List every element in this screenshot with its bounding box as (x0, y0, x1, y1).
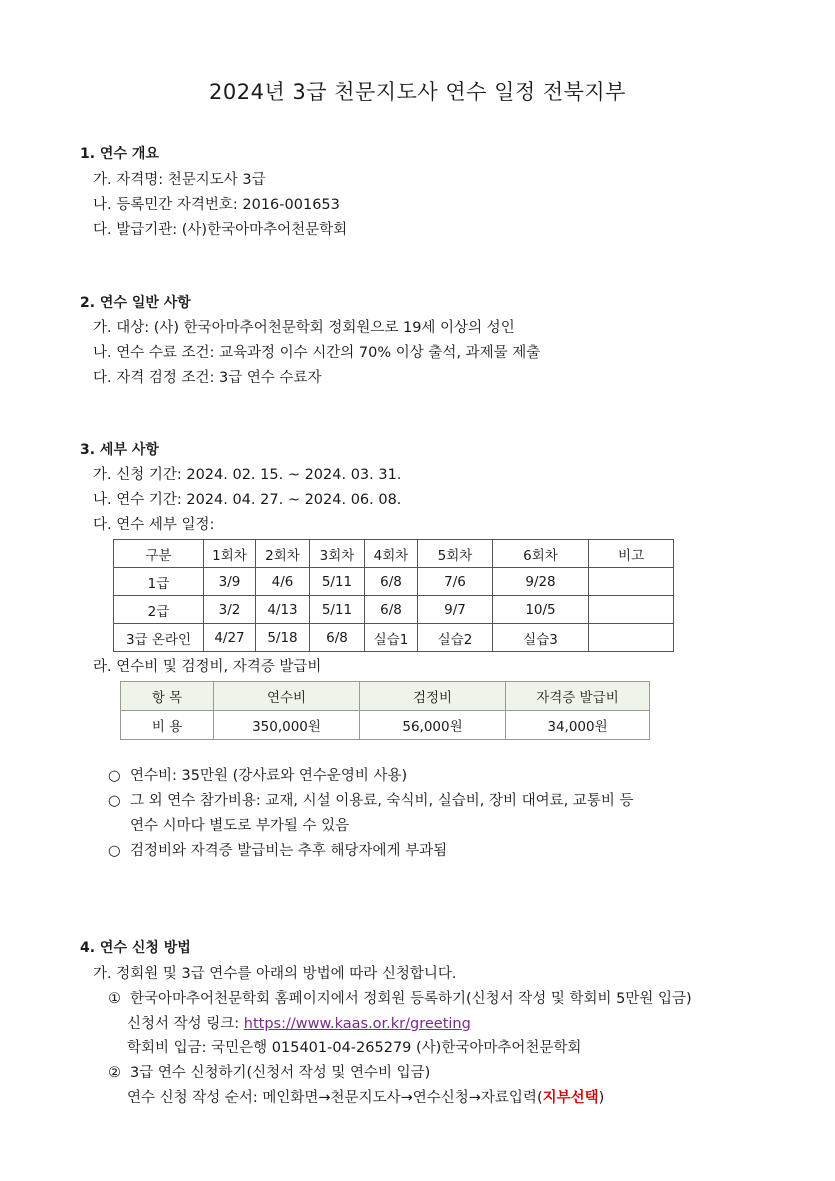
order-suffix: ) (598, 1090, 605, 1106)
table-cell: 3/2 (204, 596, 256, 624)
table-cell: 2급 (114, 596, 204, 624)
schedule-header-cell: 2회차 (256, 540, 310, 568)
note-text: 연수비: 35만원 (강사료와 연수운영비 사용) (130, 768, 408, 784)
greeting-link[interactable]: https://www.kaas.or.kr/greeting (243, 1016, 471, 1032)
step-2 (108, 1061, 430, 1082)
table-cell: 4/27 (204, 624, 256, 652)
table-row (114, 624, 674, 652)
table-cell: 실습1 (365, 624, 418, 652)
table-cell: 4/6 (256, 568, 310, 596)
table-cell (589, 568, 674, 596)
table-row (114, 568, 674, 596)
order-prefix: 연수 신청 작성 순서: 메인화면→천문지도사→연수신청→자료입력( (127, 1090, 543, 1106)
section-4-heading: 4. 연수 신청 방법 (80, 940, 191, 956)
table-cell: 4/13 (256, 596, 310, 624)
fee-header-cell: 검정비 (360, 682, 506, 711)
section-1-heading: 1. 연수 개요 (80, 146, 159, 162)
fee-table (120, 681, 650, 740)
table-cell: 6/8 (310, 624, 365, 652)
circle-bullet-icon: ○ (108, 793, 121, 809)
sec2-item: 가. 대상: (사) 한국아마추어천문학회 정회원으로 19세 이상의 성인 (93, 320, 515, 336)
sec3-item: 나. 연수 기간: 2024. 04. 27. ~ 2024. 06. 08. (93, 492, 402, 508)
sec1-item: 다. 발급기관: (사)한국아마추어천문학회 (93, 222, 348, 238)
circle-bullet-icon: ○ (108, 768, 121, 784)
sec1-item: 가. 자격명: 천문지도사 3급 (93, 172, 266, 188)
table-cell: 34,000원 (506, 711, 650, 740)
note-text: 검정비와 자격증 발급비는 추후 해당자에게 부과됨 (130, 843, 448, 859)
table-cell: 10/5 (493, 596, 589, 624)
bank-info: 학회비 입금: 국민은행 015401-04-265279 (사)한국아마추어천문학회 (127, 1040, 582, 1056)
sec4-intro: 가. 정회원 및 3급 연수를 아래의 방법에 따라 신청합니다. (93, 966, 457, 982)
step-1-text: 한국아마추어천문학회 홈페이지에서 정회원 등록하기(신청서 작성 및 학회비 5만원 입금) (130, 991, 692, 1007)
table-cell: 3급 온라인 (114, 624, 204, 652)
table-cell: 5/18 (256, 624, 310, 652)
circle-bullet-icon: ○ (108, 843, 121, 859)
sec3-item: 가. 신청 기간: 2024. 02. 15. ~ 2024. 03. 31. (93, 467, 402, 483)
note-continuation: 연수 시마다 별도로 부가될 수 있음 (130, 818, 350, 834)
table-cell: 9/7 (418, 596, 493, 624)
circled-two-icon: ② (108, 1065, 121, 1081)
link-line (127, 1012, 471, 1033)
table-cell: 5/11 (310, 568, 365, 596)
note-item (108, 839, 447, 860)
note-text: 그 외 연수 참가비용: 교재, 시설 이용료, 숙식비, 실습비, 장비 대여료, 교통비 등 (130, 793, 634, 809)
step-1 (108, 987, 692, 1008)
table-cell: 56,000원 (360, 711, 506, 740)
table-cell (589, 624, 674, 652)
table-cell: 7/6 (418, 568, 493, 596)
page-title: 2024년 3급 천문지도사 연수 일정 전북지부 (209, 80, 626, 104)
circled-one-icon: ① (108, 991, 121, 1007)
link-label: 신청서 작성 링크: (127, 1016, 244, 1032)
table-row (114, 596, 674, 624)
table-cell: 6/8 (365, 596, 418, 624)
sec1-item: 나. 등록민간 자격번호: 2016-001653 (93, 197, 340, 213)
note-item (108, 789, 633, 810)
order-line (127, 1086, 604, 1107)
table-cell: 6/8 (365, 568, 418, 596)
schedule-header-cell: 6회차 (493, 540, 589, 568)
fee-header-cell: 자격증 발급비 (506, 682, 650, 711)
fee-header-cell: 항 목 (121, 682, 214, 711)
table-row (121, 711, 650, 740)
note-item (108, 764, 407, 785)
section-2-heading: 2. 연수 일반 사항 (80, 295, 191, 311)
schedule-header-cell: 비고 (589, 540, 674, 568)
schedule-table (113, 539, 674, 652)
table-cell (589, 596, 674, 624)
step-2-text: 3급 연수 신청하기(신청서 작성 및 연수비 입금) (130, 1065, 431, 1081)
schedule-header-cell: 3회차 (310, 540, 365, 568)
table-cell: 350,000원 (214, 711, 360, 740)
schedule-header-cell: 4회차 (365, 540, 418, 568)
sec3-item: 다. 연수 세부 일정: (93, 517, 215, 533)
fee-label: 라. 연수비 및 검정비, 자격증 발급비 (93, 659, 322, 675)
table-cell: 3/9 (204, 568, 256, 596)
table-cell: 9/28 (493, 568, 589, 596)
section-3-heading: 3. 세부 사항 (80, 442, 159, 458)
branch-select-highlight: 지부선택 (542, 1090, 599, 1106)
fee-header-row (121, 682, 650, 711)
sec2-item: 나. 연수 수료 조건: 교육과정 이수 시간의 70% 이상 출석, 과제물 제출 (93, 345, 541, 361)
table-cell: 비 용 (121, 711, 214, 740)
table-cell: 5/11 (310, 596, 365, 624)
schedule-header-cell: 구분 (114, 540, 204, 568)
table-cell: 실습3 (493, 624, 589, 652)
schedule-header-cell: 5회차 (418, 540, 493, 568)
table-cell: 1급 (114, 568, 204, 596)
fee-header-cell: 연수비 (214, 682, 360, 711)
sec2-item: 다. 자격 검정 조건: 3급 연수 수료자 (93, 370, 322, 386)
schedule-header-cell: 1회차 (204, 540, 256, 568)
table-cell: 실습2 (418, 624, 493, 652)
schedule-header-row (114, 540, 674, 568)
